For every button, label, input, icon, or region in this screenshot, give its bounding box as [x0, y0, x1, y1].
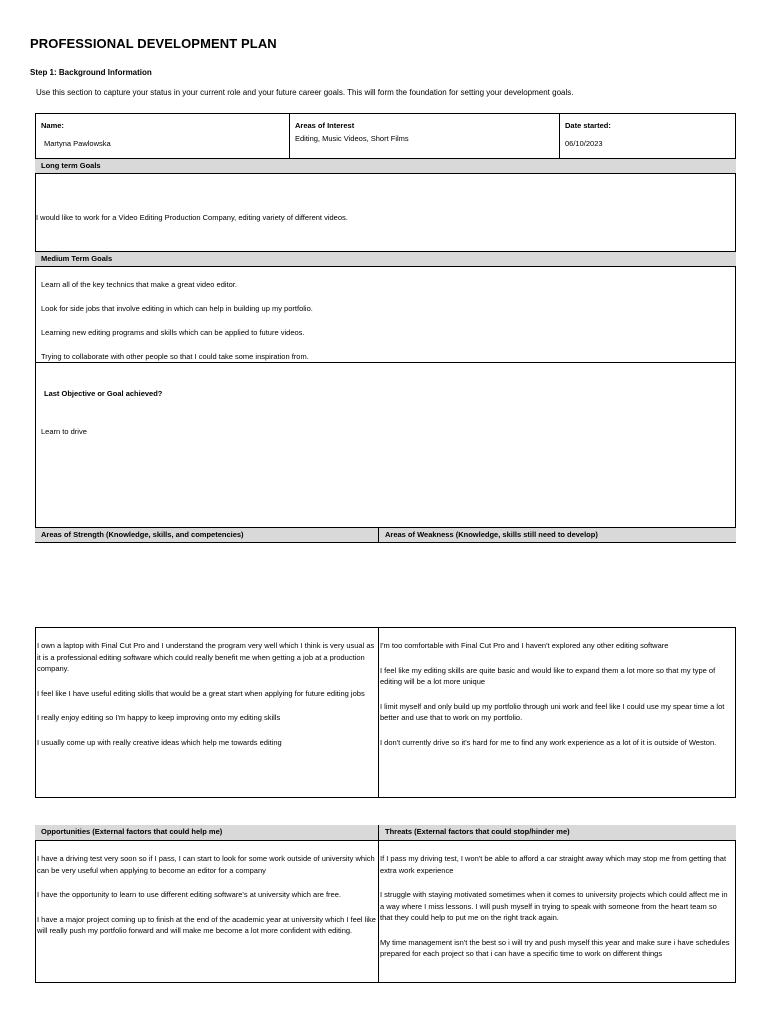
- strengths-cell: [37, 640, 377, 761]
- strength-item: I feel like I have useful editing skills that would be a great start when applying for future editing jobs: [37, 688, 365, 698]
- threats-cell: [380, 853, 730, 982]
- weakness-item: I don't currently drive so it's hard for me to find any work experience as a lot of it is outside of Weston.: [380, 737, 717, 747]
- interest-label: Areas of Interest: [295, 121, 355, 130]
- medium-term-item: Learn all of the key technics that make a great video editor.: [41, 280, 237, 289]
- medium-term-item: Look for side jobs that involve editing in which can help in building up my portfolio.: [41, 304, 313, 313]
- interest-value: Editing, Music Videos, Short Films: [295, 134, 409, 143]
- long-term-header: Long term Goals: [35, 158, 736, 174]
- threat-item: I struggle with staying motivated sometimes when it comes to university projects which could affect me in a way where I miss lessons. I will push myself in trying to speak with someone from the heart team so that they could help to put me on the right track again.: [380, 890, 728, 922]
- name-label: Name:: [41, 121, 64, 130]
- strength-item: I usually come up with really creative ideas which help me towards editing: [37, 737, 282, 747]
- divider: [378, 627, 379, 798]
- opportunity-item: I have a major project coming up to finish at the end of the academic year at university which I feel like will really push my portfolio forward and will make me become a lot more confident with editing.: [37, 914, 376, 935]
- name-value: Martyna Pawlowska: [44, 139, 111, 148]
- threat-item: My time management isn't the best so i will try and push myself this year and make sure i have schedules prepared for each project so that i can have a specific time to work on different things: [380, 937, 730, 958]
- medium-term-header: Medium Term Goals: [35, 251, 736, 267]
- divider: [559, 113, 560, 159]
- weakness-item: I limit myself and only build up my portfolio through uni work and feel like I could use my spear time a lot better and use that to work on my portfolio.: [380, 701, 725, 722]
- weakness-header: Areas of Weakness (Knowledge, skills still need to develop): [378, 527, 736, 543]
- threats-header: Threats (External factors that could stop/hinder me): [378, 825, 736, 841]
- long-term-text: I would like to work for a Video Editing Production Company, editing variety of different videos.: [36, 213, 348, 222]
- opportunity-item: I have a driving test very soon so if I pass, I can start to look for some work outside of university which can be very useful when applying to become an editor for a company: [37, 854, 375, 875]
- divider: [289, 113, 290, 159]
- weakness-item: I feel like my editing skills are quite basic and would like to expand them a lot more so that my type of editing will be a lot more unique: [380, 665, 716, 686]
- opportunities-cell: [37, 853, 377, 950]
- strength-item: I own a laptop with Final Cut Pro and I understand the program very well which I think is very usual as it is a professional editing software which could really benefit me when getting a job at a production company.: [37, 641, 375, 673]
- divider: [378, 841, 379, 983]
- strength-item: I really enjoy editing so I'm happy to keep improving onto my editing skills: [37, 713, 281, 722]
- last-objective-text: Learn to drive: [41, 427, 87, 436]
- opportunity-item: I have the opportunity to learn to use different editing software's at university which are free.: [37, 890, 341, 899]
- weaknesses-cell: [380, 640, 725, 761]
- divider: [35, 362, 736, 363]
- medium-term-item: Trying to collaborate with other people so that I could take some inspiration from.: [41, 352, 309, 361]
- last-objective-label: Last Objective or Goal achieved?: [44, 389, 163, 398]
- date-label: Date started:: [565, 121, 611, 130]
- weakness-item: I'm too comfortable with Final Cut Pro and I haven't explored any other editing software: [380, 641, 669, 650]
- page-title: PROFESSIONAL DEVELOPMENT PLAN: [30, 36, 277, 51]
- medium-term-item: Learning new editing programs and skills which can be applied to future videos.: [41, 328, 305, 337]
- intro-text: Use this section to capture your status in your current role and your future career goals. This will form the foundation for setting your development goals.: [36, 88, 574, 97]
- threat-item: If I pass my driving test, I won't be able to afford a car straight away which may stop me from getting that extra work experience: [380, 854, 727, 875]
- date-value: 06/10/2023: [565, 139, 603, 148]
- opportunities-header: Opportunities (External factors that could help me): [35, 825, 379, 841]
- step-heading: Step 1: Background Information: [30, 68, 152, 77]
- strength-header: Areas of Strength (Knowledge, skills, and competencies): [35, 527, 379, 543]
